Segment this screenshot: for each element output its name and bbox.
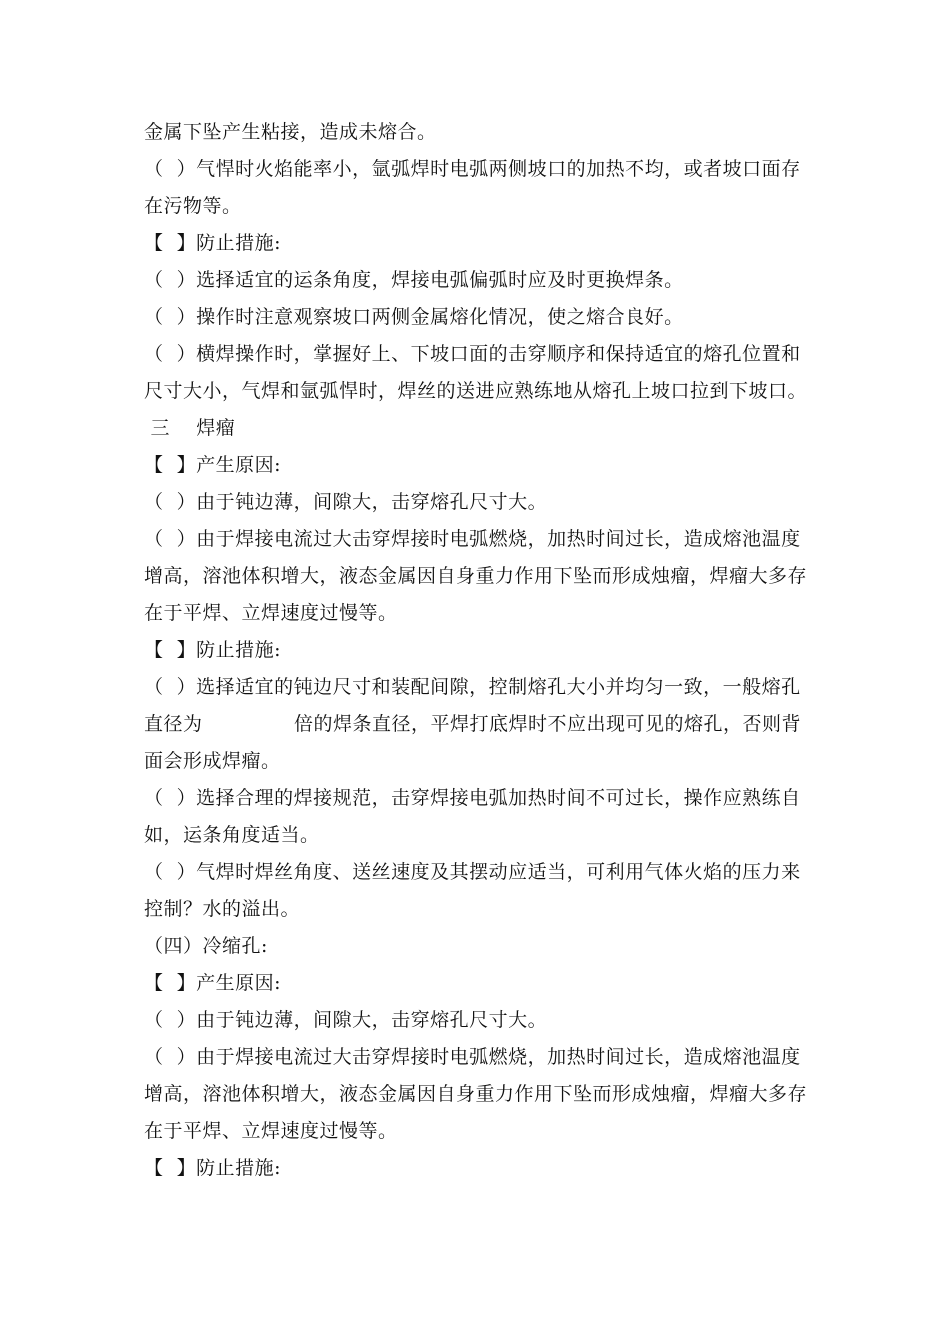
paragraph: （ ）选择适宜的钝边尺寸和装配间隙，控制熔孔大小并均匀一致，一般熔孔直径为 倍的焊条直径，平焊打底焊时不应出现可见的熔孔，否则背面会形成焊瘤。 bbox=[144, 676, 802, 772]
paragraph: 【 】防止措施: bbox=[144, 232, 281, 254]
paragraph: 【 】防止措施: bbox=[144, 639, 281, 661]
paragraph: （ ）气悍时火焰能率小，氩弧焊时电弧两侧坡口的加热不均，或者坡口面存在污物等。 bbox=[144, 158, 801, 217]
paragraph: （ ）操作时注意观察坡口两侧金属熔化情况，使之熔合良好。 bbox=[144, 306, 684, 328]
paragraph: 金属下坠产生粘接，造成未熔合。 bbox=[144, 121, 437, 143]
paragraph: （ ）选择合理的焊接规范，击穿焊接电弧加热时间不可过长，操作应熟练自如，运条角度适当。 bbox=[144, 787, 801, 846]
paragraph: （ ）气焊时焊丝角度、送丝速度及其摆动应适当，可利用气体火焰的压力来控制？水的溢出。 bbox=[144, 861, 801, 920]
paragraph: （ ）由于焊接电流过大击穿焊接时电弧燃烧，加热时间过长，造成熔池温度增高，溶池体积增大，液态金属因自身重力作用下坠而形成烛瘤，焊瘤大多存在于平焊、立焊速度过慢等。 bbox=[144, 1046, 808, 1142]
paragraph: （ ）由于钝边薄，间隙大，击穿熔孔尺寸大。 bbox=[144, 1009, 548, 1031]
paragraph: （ ）由于焊接电流过大击穿焊接时电弧燃烧，加热时间过长，造成熔池温度增高，溶池体积增大，液态金属因自身重力作用下坠而形成烛瘤，焊瘤大多存在于平焊、立焊速度过慢等。 bbox=[144, 528, 808, 624]
document-page bbox=[144, 114, 814, 1187]
section-heading: （四）冷缩孔: bbox=[144, 935, 268, 957]
paragraph: 【 】产生原因: bbox=[144, 454, 281, 476]
paragraph: 【 】防止措施: bbox=[144, 1157, 281, 1179]
paragraph: 【 】产生原因: bbox=[144, 972, 281, 994]
paragraph: （ ）横焊操作时，掌握好上、下坡口面的击穿顺序和保持适宜的熔孔位置和尺寸大小，气焊和氩弧悍时，焊丝的送进应熟练地从熔孔上坡口拉到下坡口。 bbox=[144, 343, 808, 402]
section-heading: 三 焊瘤 bbox=[144, 417, 236, 439]
paragraph: （ ）由于钝边薄，间隙大，击穿熔孔尺寸大。 bbox=[144, 491, 548, 513]
paragraph: （ ）选择适宜的运条角度，焊接电弧偏弧时应及时更换焊条。 bbox=[144, 269, 684, 291]
